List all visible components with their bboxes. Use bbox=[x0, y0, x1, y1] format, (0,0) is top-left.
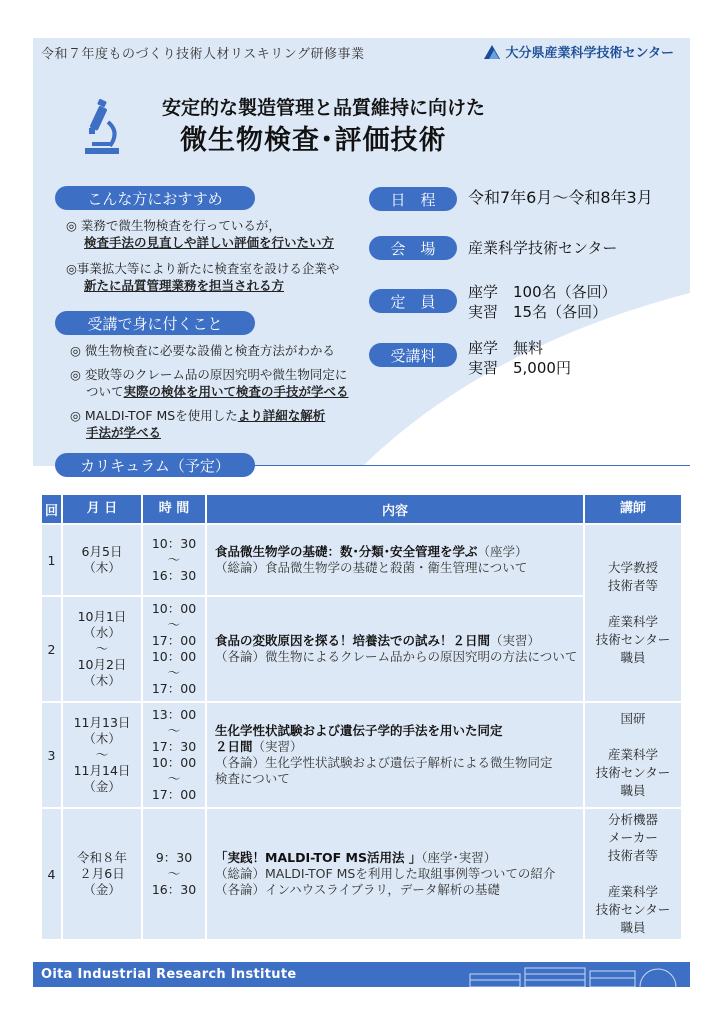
organization-logo bbox=[482, 42, 674, 61]
recommended-heading: こんな方におすすめ bbox=[55, 186, 255, 210]
session-number: 1 bbox=[42, 525, 61, 595]
session-date: 令和８年 ２月6日 （金） bbox=[63, 809, 141, 939]
session-content: 食品微生物学の基礎：数･分類･安全管理を学ぶ（座学） （総論）食品微生物学の基礎と殺菌・衛生管理について bbox=[207, 525, 583, 595]
session-time: 9：30 ～ 16：30 bbox=[143, 809, 205, 939]
list-item: ◎ 変敗等のクレーム品の原因究明や微生物同定に ついて実際の検体を用いて検査の手技が学べる bbox=[70, 367, 349, 399]
session-content: 生化学性状試験および遺伝子学的手法を用いた同定 ２日間（実習） （各論）生化学性状試験および遺伝子解析による微生物同定 検査について bbox=[207, 703, 583, 807]
list-item: ◎ 業務で微生物検査を行っているが， 検査手法の見直しや詳しい評価を行いたい方 bbox=[66, 218, 335, 250]
title-line1: 安定的な製造管理と品質維持に向けた bbox=[162, 97, 486, 119]
list-item: ◎事業拡大等により新たに検査室を設ける企業や 新たに品質管理業務を担当される方 bbox=[66, 261, 340, 293]
schedule-value: 令和7年6月～令和8年3月 bbox=[468, 188, 653, 207]
lecturer-cell: 分析機器 メーカー 技術者等 産業科学 技術センター 職員 bbox=[585, 809, 681, 939]
session-time: 10：30 ～ 16：30 bbox=[143, 525, 205, 595]
capacity-value: 座学 100名（各回） 実習 15名（各回） bbox=[468, 283, 617, 321]
lecturer-cell: 大学教授 技術者等 産業科学 技術センター 職員 bbox=[585, 525, 681, 701]
organization-name: 大分県産業科学技術センター bbox=[505, 46, 674, 61]
session-date: 11月13日 （木） ～ 11月14日 （金） bbox=[63, 703, 141, 807]
lecturer-cell: 国研 産業科学 技術センター 職員 bbox=[585, 703, 681, 807]
session-number: 3 bbox=[42, 703, 61, 807]
institute-name-en: Oita Industrial Research Institute bbox=[41, 967, 297, 982]
schedule-label: 日 程 bbox=[369, 187, 457, 211]
program-name: 令和７年度ものづくり技術人材リスキリング研修事業 bbox=[41, 47, 365, 62]
table-header-row bbox=[42, 495, 681, 523]
capacity-label: 定 員 bbox=[369, 289, 457, 313]
venue-label: 会 場 bbox=[369, 236, 457, 260]
session-time: 10：00 ～ 17：00 10：00 ～ 17：00 bbox=[143, 597, 205, 701]
institute-logo-icon bbox=[482, 43, 502, 61]
session-content: 食品の変敗原因を探る！培養法での試み！２日間（実習） （各論）微生物によるクレーム品からの原因究明の方法について bbox=[207, 597, 583, 701]
table-row bbox=[42, 525, 681, 595]
recommended-list bbox=[66, 217, 366, 303]
table-row bbox=[42, 809, 681, 939]
column-header: 時 間 bbox=[143, 495, 205, 523]
column-header: 講師 bbox=[585, 495, 681, 523]
session-content: 「実践！MALDI-TOF MS活用法 」（座学･実習） （総論）MALDI-TOF MSを利用した取組事例等ついての紹介 （各論）インハウスライブラリ，データ解析の基礎 bbox=[207, 809, 583, 939]
list-item: ◎ MALDI-TOF MSを使用したより詳細な解析 手法が学べる bbox=[70, 408, 326, 440]
session-time: 13：00 ～ 17：30 10：00 ～ 17：00 bbox=[143, 703, 205, 807]
session-number: 2 bbox=[42, 597, 61, 701]
building-illustration-icon bbox=[430, 962, 690, 987]
curriculum-table bbox=[40, 493, 683, 941]
header-bar bbox=[33, 38, 690, 66]
session-number: 4 bbox=[42, 809, 61, 939]
column-header: 内容 bbox=[207, 495, 583, 523]
session-date: 6月5日 （木） bbox=[63, 525, 141, 595]
curriculum-heading: カリキュラム（予定） bbox=[55, 453, 255, 477]
learn-list bbox=[70, 342, 370, 448]
footer-bar bbox=[33, 962, 690, 987]
fee-value: 座学 無料 実習 5,000円 bbox=[468, 339, 571, 377]
list-item: ◎ 微生物検査に必要な設備と検査方法がわかる bbox=[70, 343, 335, 358]
learn-heading: 受講で身に付くこと bbox=[55, 311, 255, 335]
column-header: 回 bbox=[42, 495, 61, 523]
fee-label: 受講料 bbox=[369, 343, 457, 367]
venue-value: 産業科学技術センター bbox=[468, 239, 618, 257]
session-date: 10月1日 （水） ～ 10月2日 （木） bbox=[63, 597, 141, 701]
column-header: 月 日 bbox=[63, 495, 141, 523]
table-row bbox=[42, 703, 681, 807]
title-line2: 微生物検査･評価技術 bbox=[180, 125, 447, 156]
microscope-icon bbox=[80, 98, 124, 158]
